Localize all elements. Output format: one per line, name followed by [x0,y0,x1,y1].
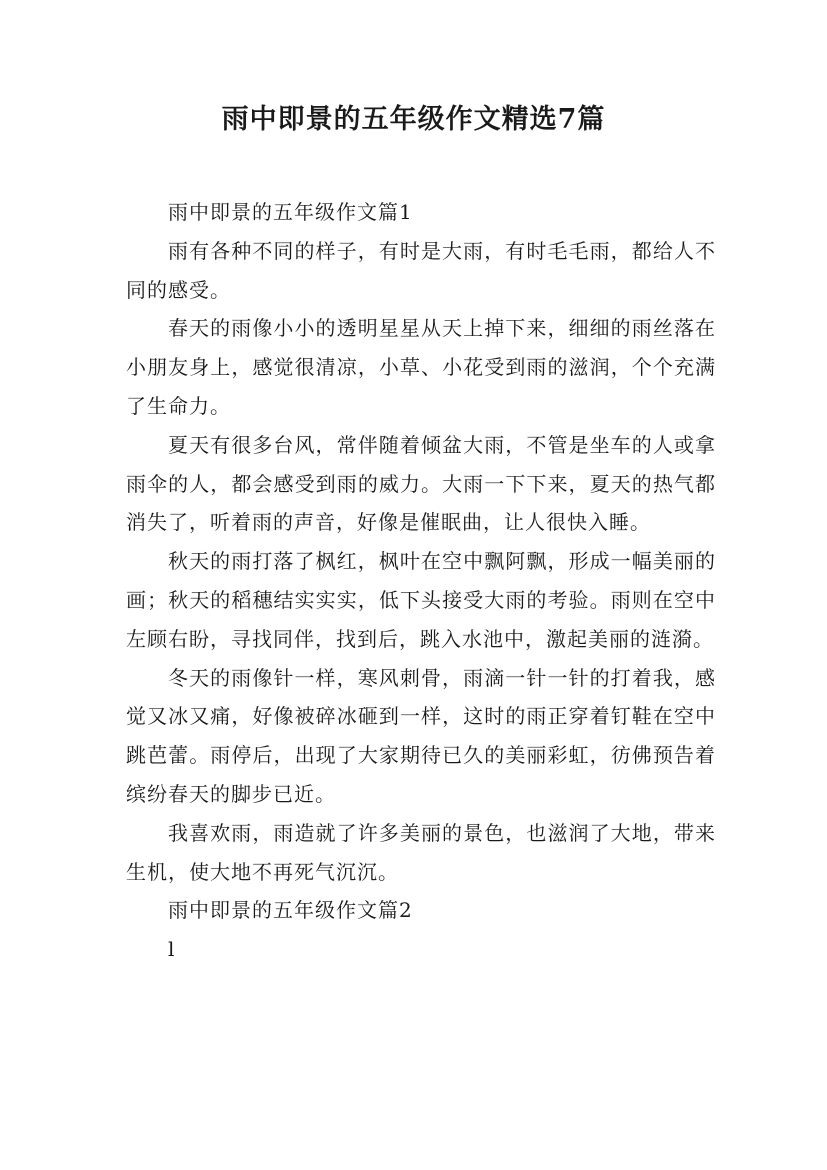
section-heading-2: 雨中即景的五年级作文篇2 [168,898,413,923]
paragraph: 夏天有很多台风，常伴随着倾盆大雨，不管是坐车的人或拿雨伞的人，都会感受到雨的威力。大雨一下下来，夏天的热气都消失了，听着雨的声音，好像是催眠曲，让人很快入睡。 [126,432,716,535]
paragraph: 我喜欢雨，雨造就了许多美丽的景色，也滋润了大地，带来生机，使大地不再死气沉沉。 [126,820,716,884]
section-heading-1: 雨中即景的五年级作文篇1 [168,200,413,224]
paragraph: 冬天的雨像针一样，寒风刺骨，雨滴一针一针的打着我，感觉又冰又痛，好像被碎冰砸到一样，这时的雨正穿着钉鞋在空中跳芭蕾。雨停后，出现了大家期待已久的美丽彩虹，彷佛预告着缤纷春天的脚步已近。 [126,665,716,806]
paragraph: 春天的雨像小小的透明星星从天上掉下来，细细的雨丝落在小朋友身上，感觉很清凉，小草、小花受到雨的滋润，个个充满了生命力。 [126,316,716,418]
paragraph: 秋天的雨打落了枫红，枫叶在空中飘阿飘，形成一幅美丽的画；秋天的稻穗结实实实，低下头接受大雨的考验。雨则在空中左顾右盼，寻找同伴，找到后，跳入水池中，激起美丽的涟漪。 [126,549,716,651]
paragraph: l [168,937,176,962]
document-body [126,193,716,969]
paragraph: 雨有各种不同的样子，有时是大雨，有时毛毛雨，都给人不同的感受。 [126,238,716,302]
document-title: 雨中即景的五年级作文精选7篇 [221,104,606,135]
